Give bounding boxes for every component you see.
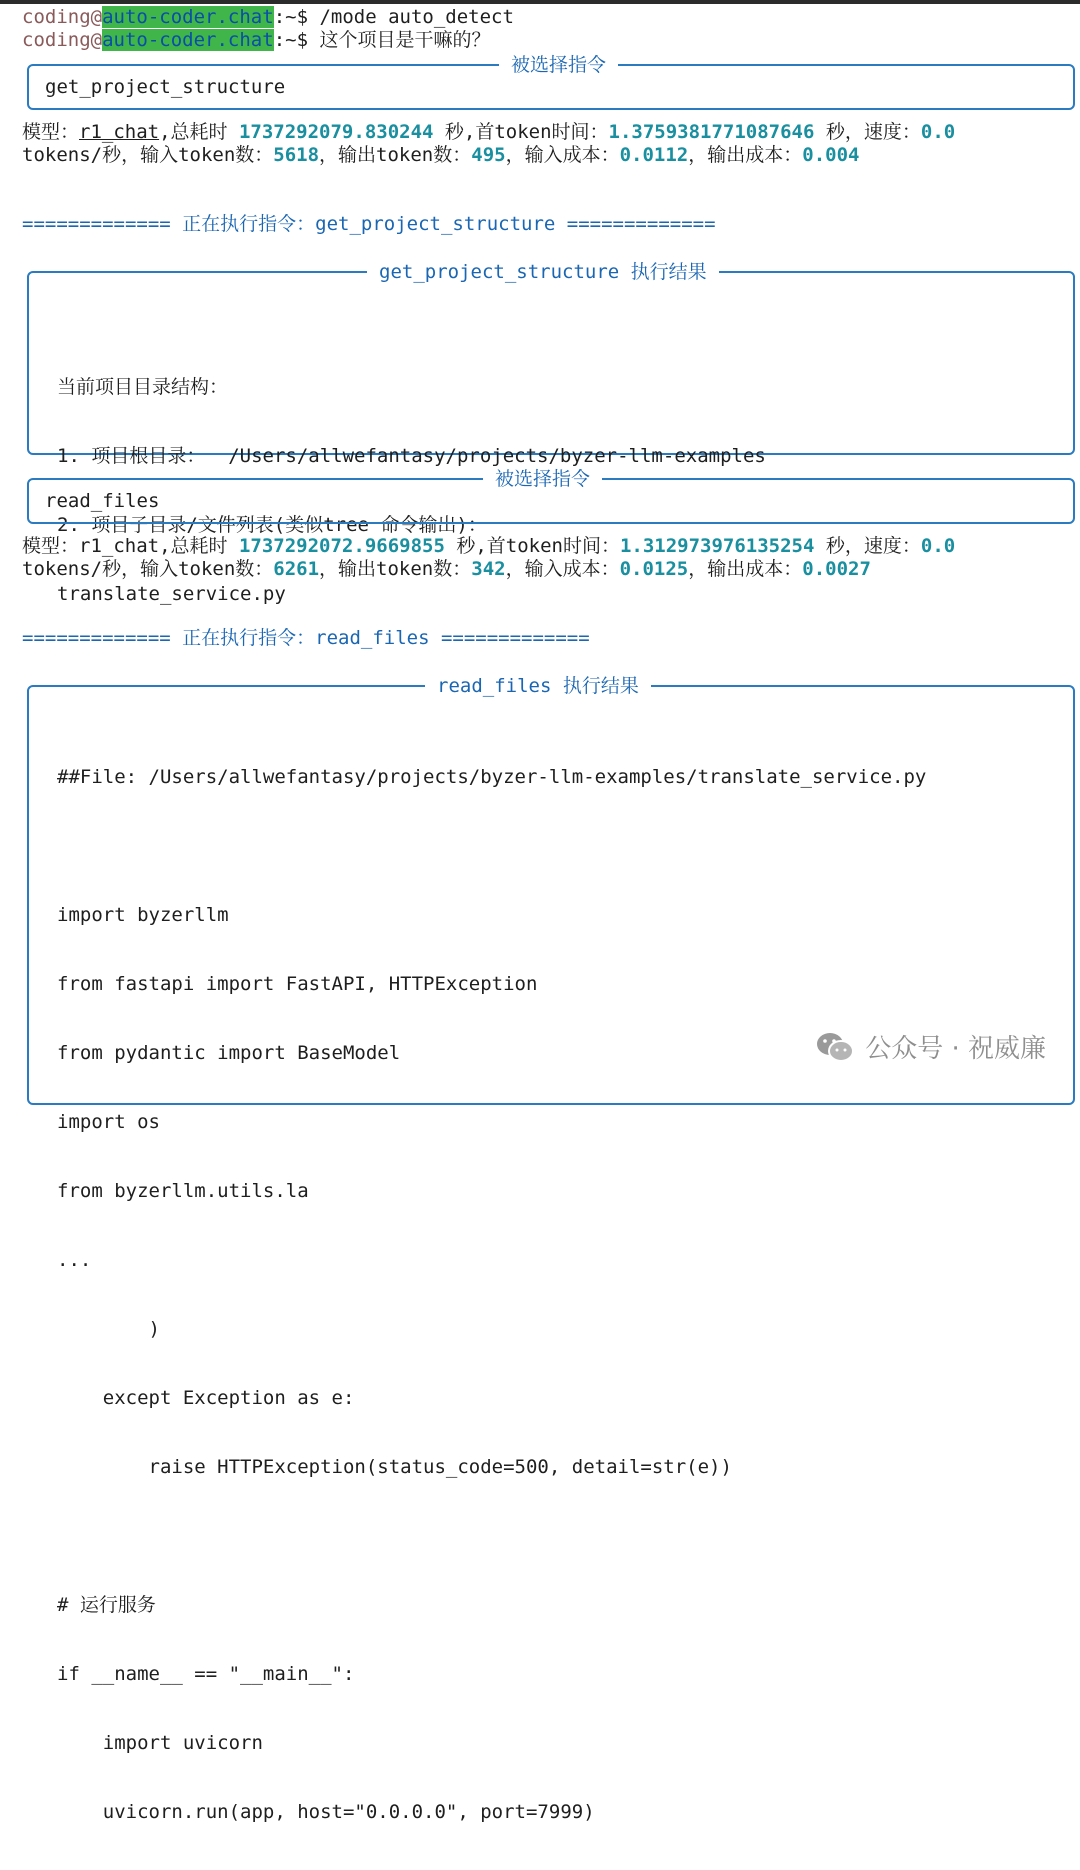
window-top-border: [0, 0, 1080, 4]
stat-label: ，输出token数：: [319, 144, 472, 166]
result-line: 1. 项目根目录： /Users/allwefantasy/projects/byzer-llm-examples: [57, 445, 766, 467]
input-tokens-value: 5618: [273, 144, 320, 166]
panel-title: 被选择指令: [499, 53, 618, 77]
result-line: from byzerllm.utils.la: [57, 1180, 309, 1202]
result-line: except Exception as e:: [57, 1387, 355, 1409]
wechat-icon: [815, 1030, 855, 1064]
stat-label: 输入token数：: [140, 144, 274, 166]
stat-label: tokens/秒，: [22, 144, 141, 166]
result-line: [57, 1525, 926, 1548]
stat-label: tokens/秒，: [22, 558, 141, 580]
result-line: 当前项目目录结构：: [57, 376, 229, 398]
result-line: [57, 835, 926, 858]
result-line: raise HTTPException(status_code=500, detail=str(e)): [57, 1456, 732, 1478]
prompt-user: coding: [22, 6, 91, 28]
prompt-line-2[interactable]: [22, 29, 490, 52]
result-line: # 运行服务: [57, 1594, 156, 1616]
panel-title: 被选择指令: [483, 467, 602, 491]
speed-value: 0.0: [920, 535, 956, 557]
input-cost-value: 0.0112: [619, 144, 689, 166]
exec-banner: ============= 正在执行指令：get_project_structure =============: [22, 213, 716, 235]
stat-label: ，输出成本：: [688, 558, 803, 580]
result-line: import os: [57, 1111, 160, 1133]
stats-line: [22, 144, 859, 167]
input-tokens-value: 6261: [273, 558, 320, 580]
total-time-value: 1737292079.830244: [238, 121, 434, 143]
selected-command-panel: [27, 54, 1075, 110]
panel-title: get_project_structure 执行结果: [367, 260, 719, 284]
stat-label: 输入token数：: [140, 558, 274, 580]
result-line: 2. 项目子目录/文件列表(类似tree 命令输出)：: [57, 514, 487, 536]
result-line: ...: [57, 1249, 92, 1271]
command-text: /mode auto_detect: [319, 6, 514, 28]
result-line: translate_service.py: [57, 583, 286, 605]
command-text: 这个项目是干嘛的？: [319, 29, 491, 51]
result-line: ): [57, 1318, 160, 1340]
prompt-path: :~$: [273, 6, 320, 28]
first-token-value: 1.3759381771087646: [608, 121, 815, 143]
exec-banner: ============= 正在执行指令：read_files =============: [22, 627, 590, 649]
stat-label: 秒，速度：: [814, 535, 921, 557]
result-line: uvicorn.run(app, host="0.0.0.0", port=7999): [57, 1801, 595, 1823]
stats-line: [22, 121, 955, 144]
stat-label: ,总耗时: [159, 121, 239, 143]
watermark-text: 公众号 · 祝威廉: [865, 1034, 1046, 1064]
result-line: ##File: /Users/allwefantasy/projects/byzer-llm-examples/translate_service.py: [57, 766, 927, 788]
selected-command: read_files: [45, 490, 160, 512]
prompt-line-1: [22, 6, 514, 29]
stats-line: [22, 558, 871, 581]
stat-label: 秒，速度：: [814, 121, 921, 143]
stat-label: ，输入成本：: [505, 558, 620, 580]
total-time-value: 1737292072.9669855: [238, 535, 445, 557]
stat-label: 秒,首token时间：: [444, 535, 620, 557]
stat-label: ,总耗时: [159, 535, 239, 557]
stats-line: [22, 535, 955, 558]
model-name: r1_chat: [79, 535, 160, 557]
prompt-host: auto-coder.chat: [102, 6, 274, 28]
prompt-user: coding: [22, 29, 91, 51]
prompt-host: auto-coder.chat: [102, 29, 274, 51]
panel-title: read_files 执行结果: [425, 674, 651, 698]
result-line: if __name__ == "__main__":: [57, 1663, 355, 1685]
stat-label: ，输入成本：: [505, 144, 620, 166]
result-line: import byzerllm: [57, 904, 229, 926]
stat-label: ，输出token数：: [319, 558, 472, 580]
watermark: [815, 1028, 1046, 1065]
result-body: [57, 720, 926, 1870]
stat-label: 模型：: [22, 535, 80, 557]
prompt-at: @: [90, 29, 103, 51]
input-cost-value: 0.0125: [619, 558, 689, 580]
stat-label: 模型：: [22, 121, 80, 143]
selected-command: get_project_structure: [45, 76, 286, 98]
first-token-value: 1.312973976135254: [619, 535, 815, 557]
selected-command-panel: [27, 468, 1075, 524]
prompt-path: :~$: [273, 29, 320, 51]
output-cost-value: 0.004: [802, 144, 860, 166]
output-cost-value: 0.0027: [802, 558, 871, 580]
prompt-at: @: [90, 6, 103, 28]
result-line: from fastapi import FastAPI, HTTPException: [57, 973, 538, 995]
stat-label: ，输出成本：: [688, 144, 803, 166]
output-tokens-value: 495: [471, 144, 506, 166]
output-tokens-value: 342: [471, 558, 506, 580]
stat-label: 秒,首token时间：: [433, 121, 609, 143]
result-line: import uvicorn: [57, 1732, 263, 1754]
speed-value: 0.0: [920, 121, 956, 143]
result-line: from pydantic import BaseModel: [57, 1042, 401, 1064]
model-name: r1_chat: [79, 121, 160, 143]
